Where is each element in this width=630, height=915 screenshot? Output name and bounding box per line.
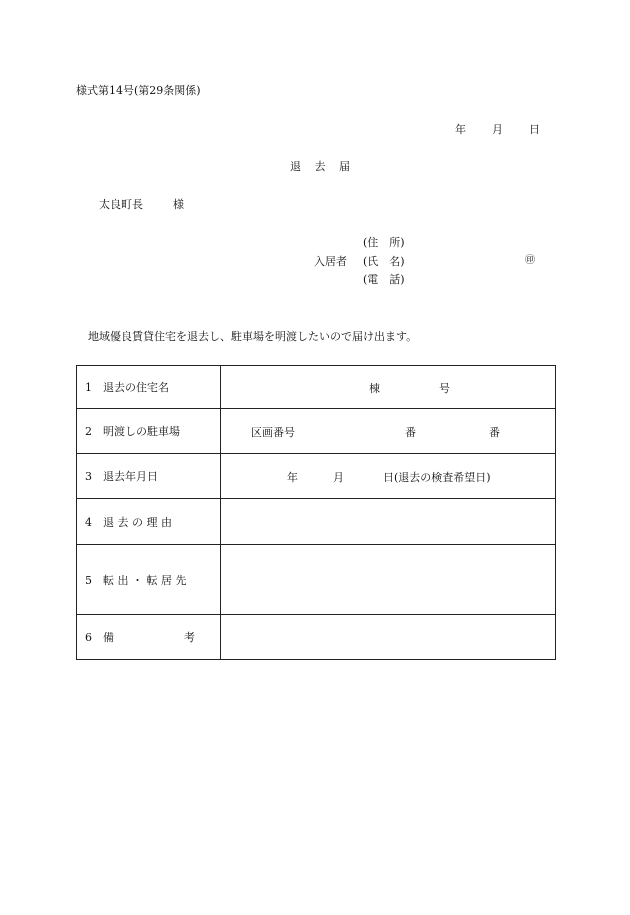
statement: 地域優良賃貸住宅を退去し、駐車場を明渡したいので届け出ます。	[88, 330, 418, 343]
form-number: 様式第14号(第29条関係)	[76, 84, 201, 97]
move-out-day-label: 日(退去の検査希望日)	[383, 471, 491, 484]
row-label-text	[103, 629, 195, 645]
date-line	[455, 123, 540, 137]
row-label-text: 退去年月日	[103, 470, 158, 483]
table-row	[77, 366, 556, 409]
table-row	[77, 454, 556, 499]
room-unit-label: 号	[439, 382, 450, 395]
parking-field[interactable]	[221, 409, 556, 454]
move-out-date-field[interactable]	[221, 454, 556, 499]
reason-field[interactable]	[221, 499, 556, 545]
applicant-phone-label: (電 話)	[363, 273, 405, 286]
row-number: 3	[85, 470, 92, 483]
row-number: 1	[85, 381, 92, 394]
move-out-year-label: 年	[287, 471, 298, 484]
row-label	[77, 615, 221, 660]
table-row	[77, 545, 556, 615]
date-month: 月	[492, 123, 503, 136]
row-number: 6	[85, 631, 92, 644]
addressee-honorific: 様	[173, 198, 184, 211]
new-address-field[interactable]	[221, 545, 556, 615]
building-unit-label: 棟	[369, 382, 380, 395]
remarks-field[interactable]	[221, 615, 556, 660]
parking-number-unit-label-2: 番	[489, 426, 500, 439]
row-number: 4	[85, 515, 92, 529]
remarks-label-char-2: 考	[184, 631, 195, 644]
applicant-label: 入居者	[314, 255, 347, 268]
row-number: 2	[85, 425, 92, 438]
residence-name-field[interactable]	[221, 366, 556, 409]
form-table	[76, 365, 556, 660]
applicant-address-label: (住 所)	[363, 236, 405, 249]
seal-icon: ㊞	[525, 255, 535, 266]
addressee	[99, 198, 184, 212]
row-label	[77, 409, 221, 454]
applicant-name-label: (氏 名)	[363, 255, 405, 268]
remarks-label-char-1: 備	[103, 631, 114, 644]
table-row	[77, 409, 556, 454]
parking-number-unit-label: 番	[405, 426, 416, 439]
document-title: 退 去 届	[290, 160, 355, 173]
row-label	[77, 545, 221, 615]
date-day: 日	[529, 123, 540, 136]
row-label-text: 転 出 ・ 転 居 先	[103, 573, 187, 587]
row-label-text: 明渡しの駐車場	[103, 425, 180, 438]
row-number: 5	[85, 573, 92, 587]
row-label-text: 退 去 の 理 由	[103, 515, 172, 529]
table-row	[77, 615, 556, 660]
addressee-name: 太良町長	[99, 198, 143, 211]
parking-section-label: 区画番号	[251, 426, 295, 439]
move-out-month-label: 月	[333, 471, 344, 484]
row-label	[77, 454, 221, 499]
date-year: 年	[455, 123, 466, 136]
row-label	[77, 366, 221, 409]
row-label	[77, 499, 221, 545]
table-row	[77, 499, 556, 545]
row-label-text: 退去の住宅名	[103, 381, 169, 394]
